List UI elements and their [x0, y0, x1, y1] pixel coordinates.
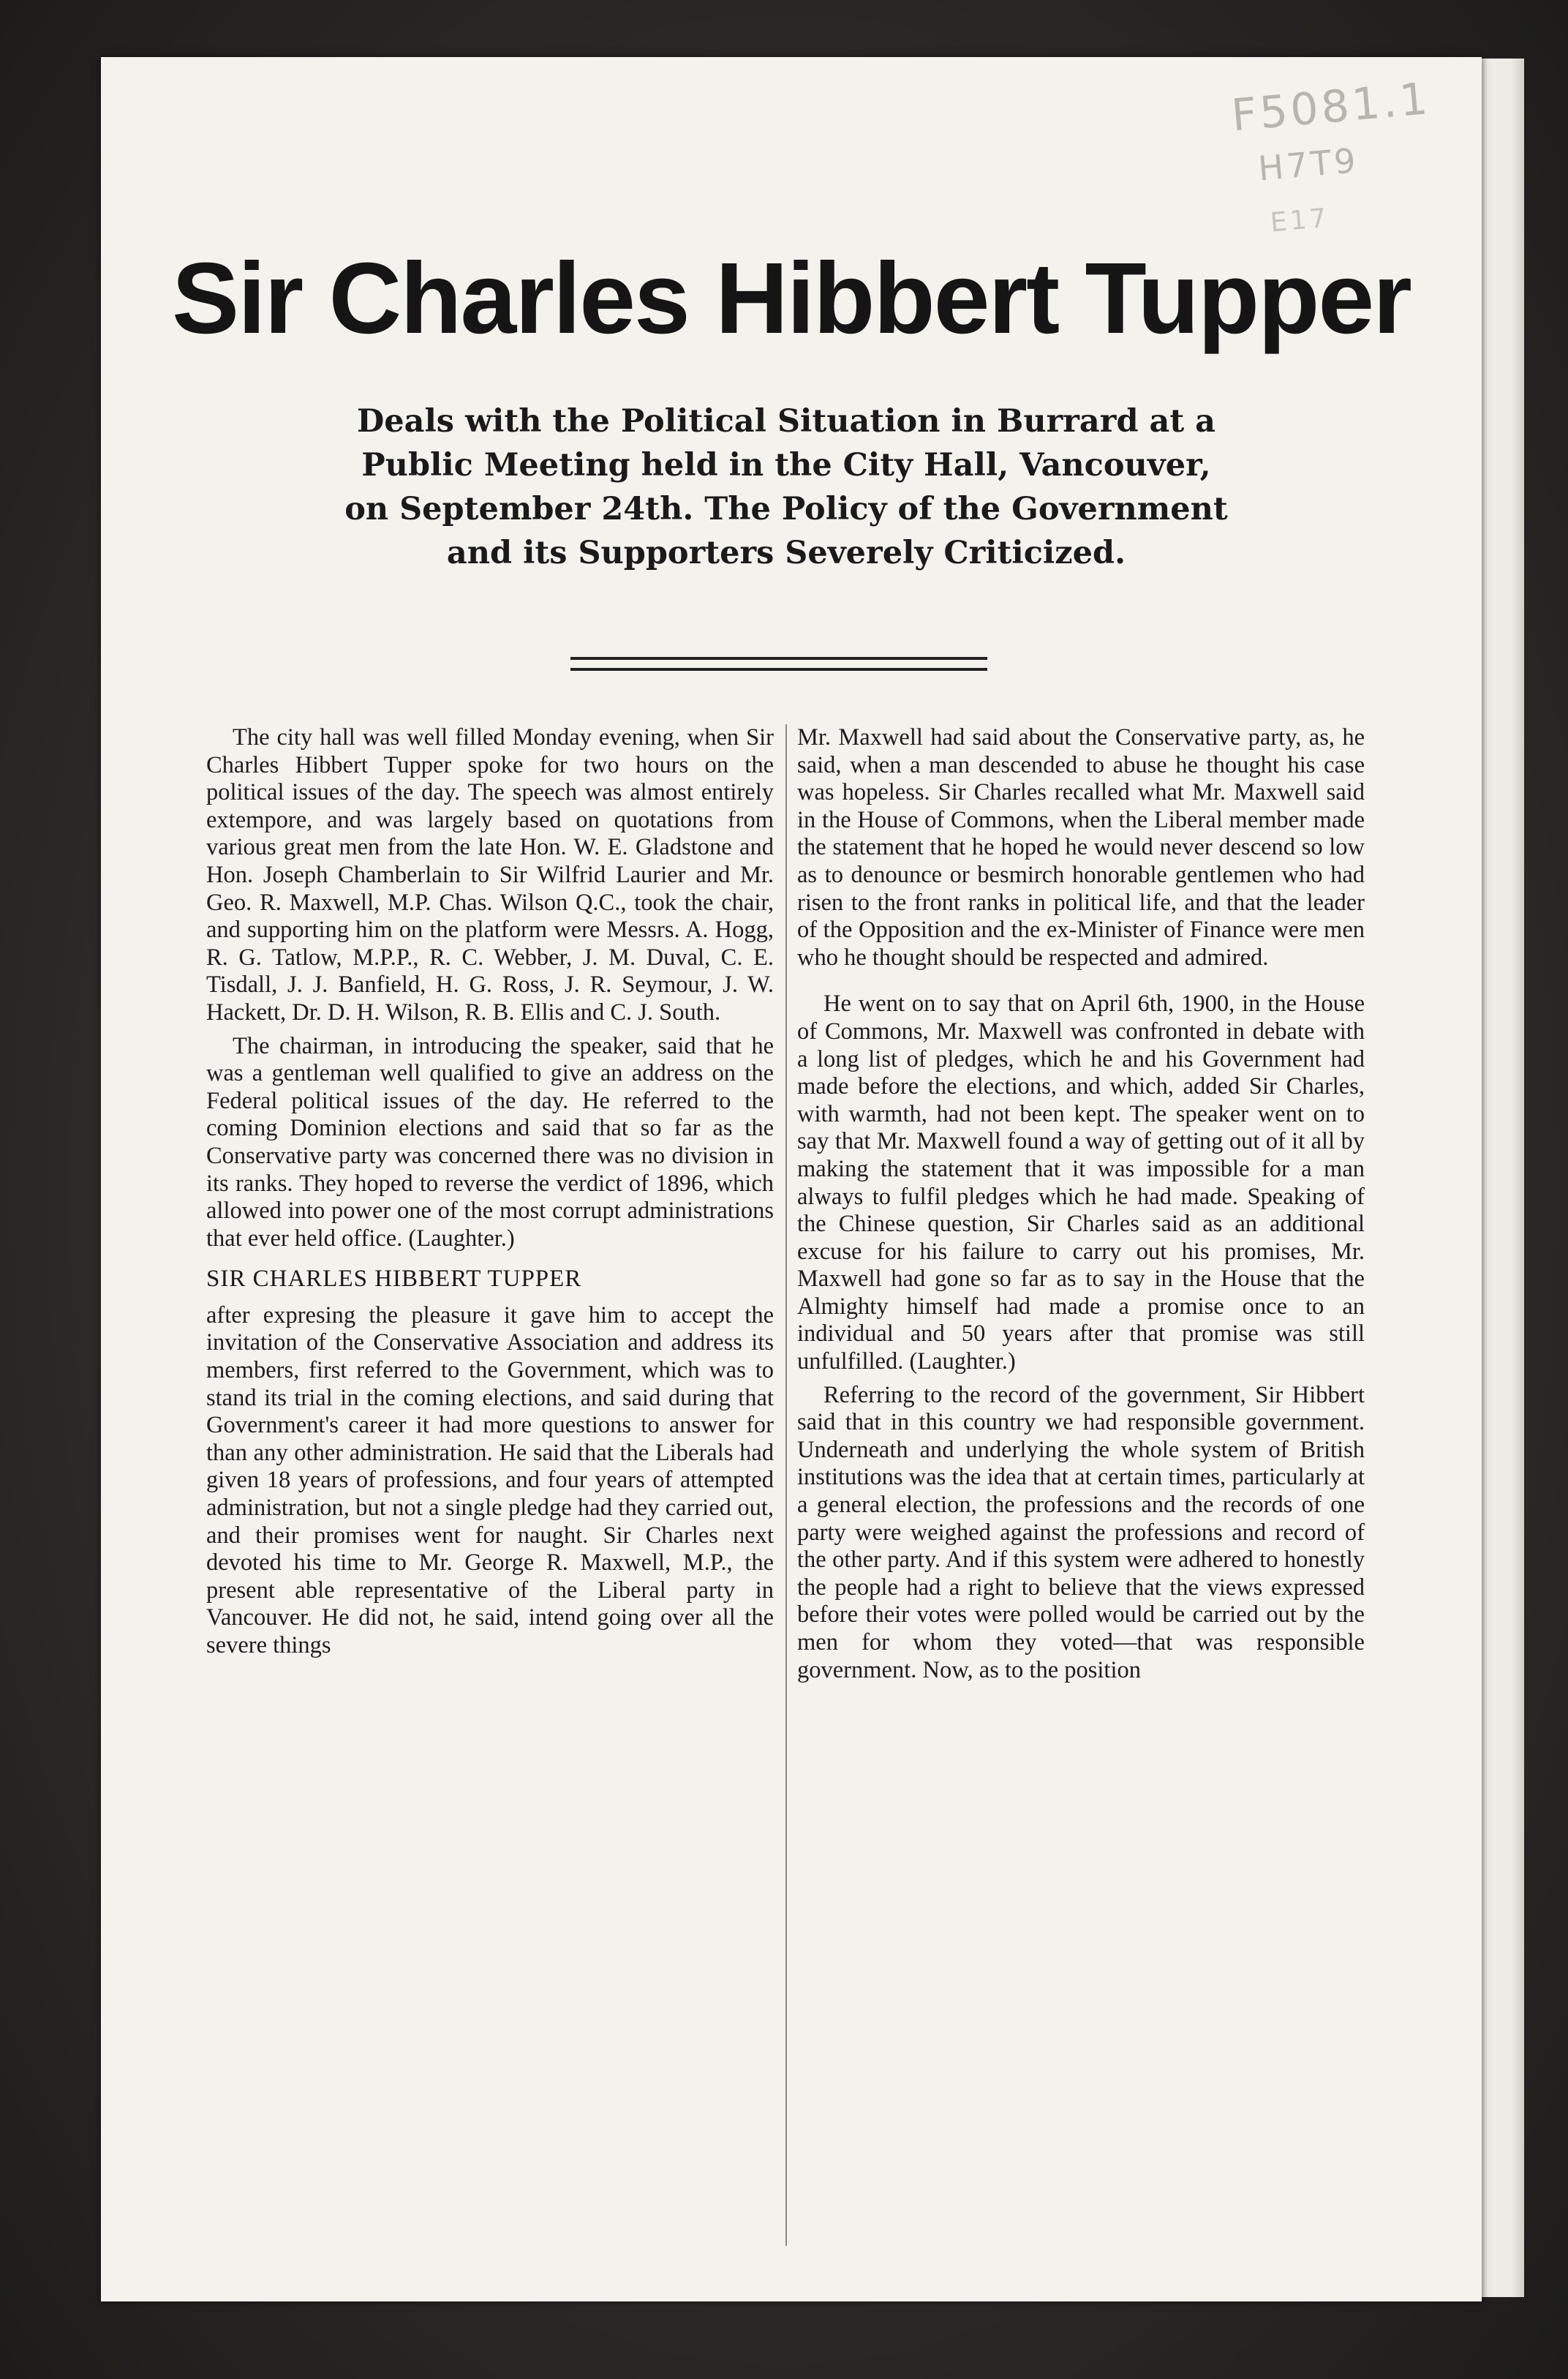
page-edge: [1482, 59, 1524, 2297]
archive-pencil-mark: [1229, 72, 1433, 249]
left-column: [206, 724, 774, 1666]
article-paragraph: He went on to say that on April 6th, 1900, in the House of Commons, Mr. Maxwell was confronted in debate with a long list of pledges, which he and his Government had made before the elections, and which, added Sir Charles, with warmth, had not been kept. The speaker went on to say that Mr. Maxwell found a way of getting out of it all by making the statement that it was impossible for a man always to fulfil pledges which he had made. Speaking of the Chinese question, Sir Charles said as an additional excuse for his failure to carry out his promises, Mr. Maxwell had gone so far as to say in the House that the Almighty himself had made a promise once to an individual and 50 years after that promise was still unfulfilled. (Laughter.): [797, 991, 1365, 1375]
title-rule: [570, 657, 987, 660]
archive-mark-line: H7T9: [1256, 140, 1360, 189]
right-column: [797, 724, 1365, 1690]
article-paragraph: The chairman, in introducing the speaker, said that he was a gentleman well qualified to give an address on the Federal political issues of the day. He referred to the coming Dominion elections and said that so far as the Conservative party was concerned there was no division in its ranks. They hoped to reverse the verdict of 1896, which allowed into power one of the most corrupt administrations that ever held office. (Laughter.): [206, 1032, 774, 1252]
archive-mark-line: F5081.1: [1229, 72, 1433, 142]
article-paragraph: The city hall was well filled Monday evening, when Sir Charles Hibbert Tupper spoke for two hours on the political issues of the day. The speech was almost entirely extempore, and was largely based on quotations from various great men from the late Hon. W. E. Gladstone and Hon. Joseph Chamberlain to Sir Wilfrid Laurier and Mr. Geo. R. Maxwell, M.P. Chas. Wilson Q.C., took the chair, and supporting him on the platform were Messrs. A. Hogg, R. G. Tatlow, M.P.P., R. C. Webber, J. M. Duval, C. E. Tisdall, J. J. Banfield, H. G. Ross, J. R. Seymour, J. W. Hackett, Dr. D. H. Wilson, R. B. Ellis and C. J. South.: [206, 724, 774, 1026]
archive-mark-line: E17: [1269, 203, 1331, 238]
article-paragraph: after expresing the pleasure it gave him to accept the invitation of the Conservative Association and address its members, first referred to the Government, which was to stand its trial in the coming elections, and said during that Government's career it had more questions to answer for than any other administration. He said that the Liberals had given 18 years of professions, and four years of attempted administration, but not a single pledge had they carried out, and their promises went for naught. Sir Charles next devoted his time to Mr. George R. Maxwell, M.P., the present able representative of the Liberal party in Vancouver. He did not, he said, intend going over all the severe things: [206, 1301, 774, 1658]
page-subtitle: Deals with the Political Situation in Burrard at a Public Meeting held in the City Hall, Vancouver, on September 24th. The Policy of the Government and its Supporters Severely Criticized.: [344, 403, 1228, 571]
section-heading: SIR CHARLES HIBBERT TUPPER: [206, 1266, 582, 1293]
column-divider: [785, 724, 787, 2246]
title-rule: [570, 668, 987, 671]
article-paragraph: Mr. Maxwell had said about the Conservative party, as, he said, when a man descended to abuse he thought his case was hopeless. Sir Charles recalled what Mr. Maxwell said in the House of Commons, when the Liberal member made the statement that he hoped he would never descend so low as to denounce or besmirch honorable gentlemen who had risen to the front ranks in political life, and that the leader of the Opposition and the ex-Minister of Finance were men who he thought should be respected and admired.: [797, 724, 1365, 971]
page-title: Sir Charles Hibbert Tupper: [172, 242, 1411, 355]
article-paragraph: Referring to the record of the government, Sir Hibbert said that in this country we had responsible government. Underneath and underlying the whole system of British institutions was the idea that at certain times, particularly at a general election, the professions and the records of one party were weighed against the professions and record of the other party. And if this system were adhered to honestly the people had a right to believe that the views expressed before their votes were polled would be carried out by the men for whom they voted—that was responsible government. Now, as to the position: [797, 1381, 1365, 1683]
